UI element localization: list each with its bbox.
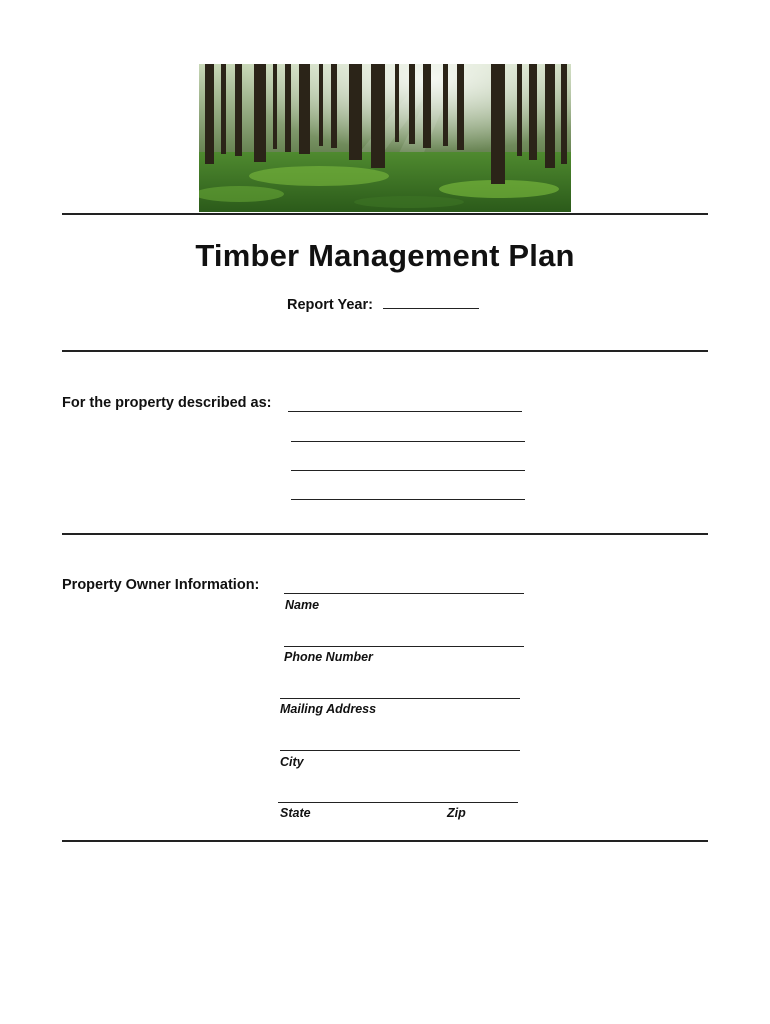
owner-state-caption: State bbox=[280, 806, 311, 820]
property-description-label: For the property described as: bbox=[62, 395, 272, 411]
page-title: Timber Management Plan bbox=[195, 238, 575, 273]
owner-mailing-address-field[interactable] bbox=[280, 684, 520, 699]
property-description-line-4[interactable] bbox=[291, 485, 525, 500]
owner-phone-field[interactable] bbox=[284, 632, 524, 647]
divider-top bbox=[62, 213, 708, 215]
divider-2 bbox=[62, 350, 708, 352]
owner-name-field[interactable] bbox=[284, 579, 524, 594]
report-year-row bbox=[287, 294, 479, 313]
forest-header-image bbox=[199, 64, 571, 212]
divider-3 bbox=[62, 533, 708, 535]
owner-state-zip-field[interactable] bbox=[278, 788, 518, 803]
report-year-field[interactable] bbox=[383, 294, 479, 309]
property-description-line-1[interactable] bbox=[288, 397, 522, 412]
divider-bottom bbox=[62, 840, 708, 842]
owner-info-label: Property Owner Information: bbox=[62, 577, 260, 593]
owner-city-field[interactable] bbox=[280, 736, 520, 751]
owner-name-caption: Name bbox=[285, 598, 320, 612]
property-description-line-3[interactable] bbox=[291, 456, 525, 471]
owner-mailing-address-caption: Mailing Address bbox=[280, 702, 377, 716]
owner-phone-caption: Phone Number bbox=[284, 650, 373, 664]
report-year-label: Report Year: bbox=[287, 297, 373, 313]
owner-zip-caption: Zip bbox=[447, 806, 466, 820]
owner-city-caption: City bbox=[280, 755, 304, 769]
property-description-line-2[interactable] bbox=[291, 427, 525, 442]
